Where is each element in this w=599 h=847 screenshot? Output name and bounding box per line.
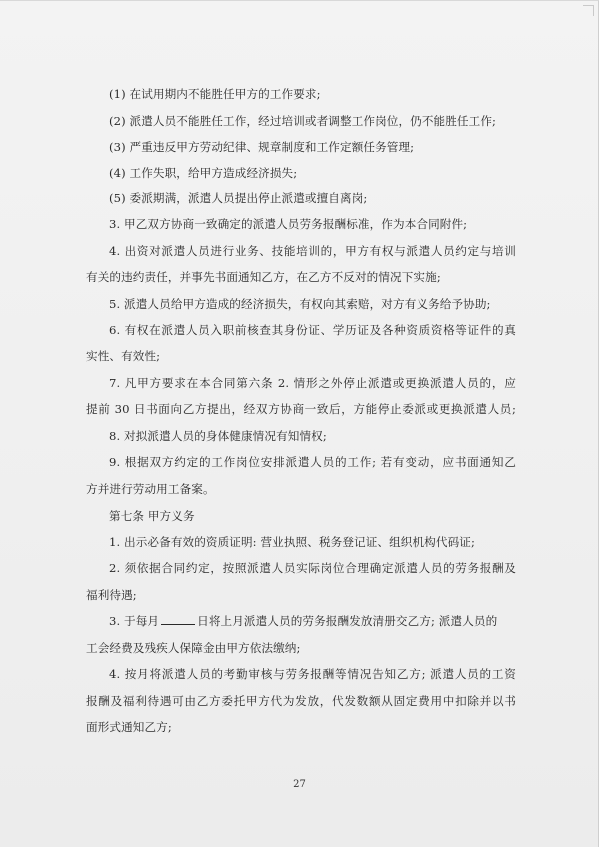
clause-7-line-2: 提前 30 日书面向乙方提出，经双方协商一致后，方能停止委派或更换派遣人员;	[86, 402, 516, 416]
section-heading-article-7: 第七条 甲方义务	[109, 509, 195, 523]
obligation-2-line-2: 福利待遇;	[86, 588, 137, 602]
obligation-4-line-1: 4. 按月将派遣人员的考勤审核与劳务报酬等情况告知乙方; 派遣人员的工资	[109, 667, 516, 681]
clause-6-line-1: 6. 有权在派遣人员入职前核查其身份证、学历证及各种资质资格等证件的真	[109, 323, 516, 337]
blank-day-field	[161, 614, 195, 625]
page-number: 27	[293, 779, 306, 790]
clause-6-line-2: 实性、有效性;	[86, 349, 161, 363]
obligation-3-line-2: 工会经费及残疾人保障金由甲方依法缴纳;	[86, 641, 301, 655]
obligation-4-line-2: 报酬及福利待遇可由乙方委托甲方代为发放，代发数额从固定费用中扣除并以书	[86, 694, 516, 708]
page-corner-mark	[583, 5, 594, 16]
obligation-3-prefix: 3. 于每月	[109, 614, 160, 628]
clause-5: 5. 派遣人员给甲方造成的经济损失，有权向其索赔，对方有义务给予协助;	[109, 297, 491, 311]
clause-9-line-2: 方并进行劳动用工备案。	[86, 482, 215, 496]
obligation-1: 1. 出示必备有效的资质证明: 营业执照、税务登记证、组织机构代码证;	[109, 535, 475, 549]
clause-item-1: (1) 在试用期内不能胜任甲方的工作要求;	[109, 87, 321, 101]
clause-4-line-2: 有关的违约责任，并事先书面通知乙方，在乙方不反对的情况下实施;	[86, 270, 441, 284]
clause-item-3: (3) 严重违反甲方劳动纪律、规章制度和工作定额任务管理;	[109, 140, 415, 154]
clause-3: 3. 甲乙双方协商一致确定的派遣人员劳务报酬标准，作为本合同附件;	[109, 217, 468, 231]
clause-item-5: (5) 委派期满，派遣人员提出停止派遣或擅自离岗;	[109, 191, 368, 205]
obligation-3-suffix: 日将上月派遣人员的劳务报酬发放清册交乙方; 派遣人员的	[197, 614, 498, 628]
obligation-3-line-1	[109, 613, 516, 629]
obligation-4-line-3: 面形式通知乙方;	[86, 720, 172, 734]
clause-8: 8. 对拟派遣人员的身体健康情况有知情权;	[109, 429, 327, 443]
clause-4-line-1: 4. 出资对派遣人员进行业务、技能培训的，甲方有权与派遣人员约定与培训	[109, 244, 516, 258]
clause-9-line-1: 9. 根据双方约定的工作岗位安排派遣人员的工作; 若有变动，应书面通知乙	[109, 455, 516, 469]
obligation-2-line-1: 2. 须依据合同约定，按照派遣人员实际岗位合理确定派遣人员的劳务报酬及	[109, 561, 516, 575]
clause-item-2: (2) 派遣人员不能胜任工作，经过培训或者调整工作岗位，仍不能胜任工作;	[109, 114, 497, 128]
clause-item-4: (4) 工作失职，给甲方造成经济损失;	[109, 166, 298, 180]
clause-7-line-1: 7. 凡甲方要求在本合同第六条 2. 情形之外停止派遣或更换派遣人员的，应	[109, 376, 516, 390]
